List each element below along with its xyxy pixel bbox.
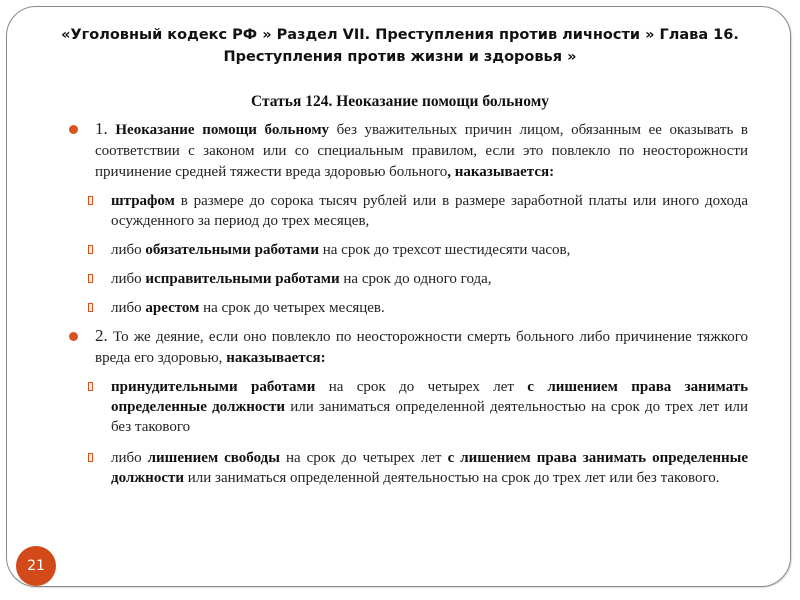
sanction-pre: либо	[111, 450, 148, 466]
slide-number-badge: 21	[16, 546, 56, 586]
point-text: без уважительных причин лицом, обязанным ее оказывать в соответствии с законом или со специальным правилом, если это повлекло по неосторожности причинение средней тяжести вреда здоровью больного	[95, 122, 748, 180]
sanction-bold: штрафом	[111, 193, 175, 209]
sanction-bold: лишением свободы	[147, 450, 280, 466]
sanction-bold: арестом	[145, 300, 200, 316]
article-heading: Статья 124. Неоказание помощи больному	[251, 93, 549, 110]
bullet-square-icon	[88, 245, 93, 254]
sanction-text: на срок до четырех лет	[315, 379, 528, 395]
sanction-bold: обязательными работами	[145, 242, 319, 258]
sanction-text: или заниматься определенной деятельностью на срок до трех лет или без такового	[111, 399, 748, 435]
point-2	[66, 325, 748, 369]
sanction-text: или заниматься определенной деятельностью на срок до трех лет или без такового.	[184, 470, 720, 486]
sanction-item	[66, 240, 748, 260]
sanction-pre: либо	[111, 242, 146, 258]
sanction-bold: исправительными работами	[145, 271, 340, 287]
slide-content	[66, 118, 748, 488]
point-bold-tail: , наказывается:	[447, 164, 555, 180]
sanction-item	[66, 298, 748, 318]
bullet-square-icon	[88, 303, 93, 312]
point-bold-lead: Неоказание помощи больному	[115, 122, 330, 138]
sanction-pre: либо	[111, 271, 146, 287]
slide-title: «Уголовный кодекс РФ » Раздел VII. Преступления против личности » Глава 16. Преступления против жизни и здоровья »	[61, 27, 739, 65]
sanction-text: в размере до сорока тысяч рублей или в размере заработной платы или иного дохода осужденного за период до трех месяцев,	[111, 193, 748, 229]
sanction-bold: с лишением права занимать определенные должности	[111, 450, 748, 486]
bullet-square-icon	[88, 382, 93, 391]
sanction-bold: принудительными работами	[111, 379, 316, 395]
sanction-item	[66, 269, 748, 289]
sanction-text: на срок до четырех лет	[279, 450, 448, 466]
sanction-text: на срок до одного года,	[339, 271, 492, 287]
sanction-text: на срок до трехсот шестидесяти часов,	[318, 242, 571, 258]
point-text: То же деяние, если оно повлекло по неосторожности смерть больного либо причинение тяжкого вреда его здоровью,	[95, 329, 748, 366]
sanction-item	[66, 191, 748, 231]
bullet-square-icon	[88, 453, 93, 462]
sanction-pre: либо	[111, 300, 146, 316]
point-bold-tail: наказывается:	[226, 350, 326, 366]
point-number: 2.	[95, 326, 108, 345]
sanction-item	[66, 448, 748, 488]
point-1	[66, 118, 748, 183]
sanction-item	[66, 377, 748, 437]
bullet-dot-icon	[69, 125, 78, 134]
sanction-text: на срок до четырех месяцев.	[199, 300, 385, 316]
sanction-bold: с лишением права занимать определенные должности	[111, 379, 748, 415]
point-number: 1.	[95, 119, 108, 138]
bullet-dot-icon	[69, 332, 78, 341]
bullet-square-icon	[88, 196, 93, 205]
bullet-square-icon	[88, 274, 93, 283]
